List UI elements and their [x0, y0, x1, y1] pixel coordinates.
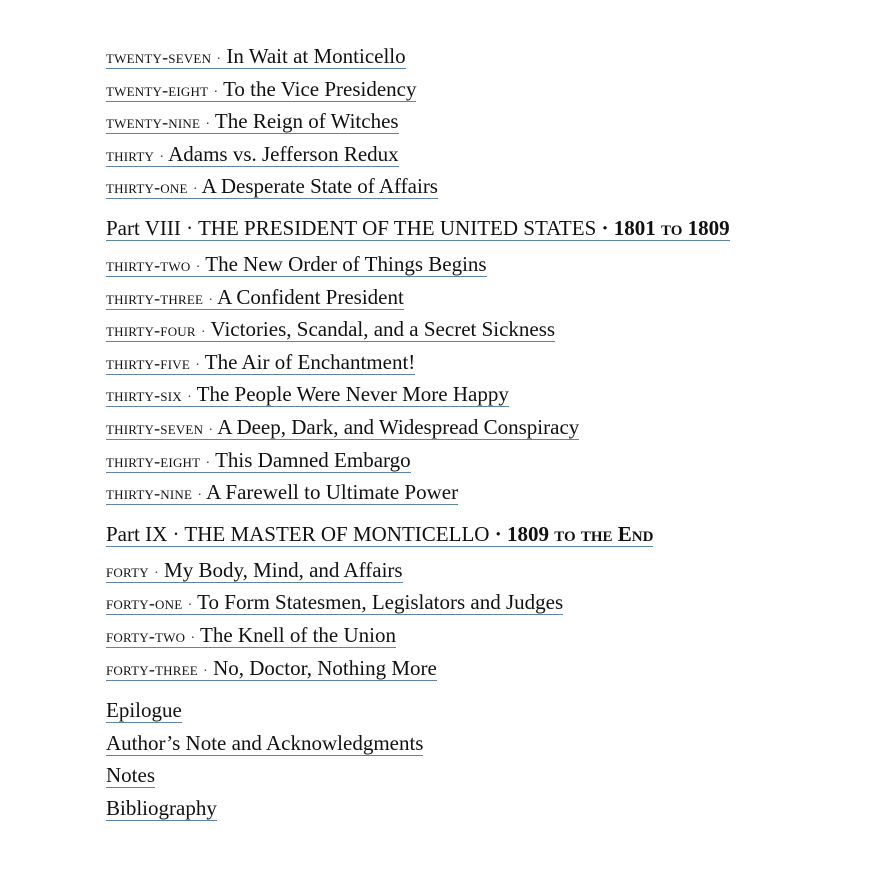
back-matter — [106, 694, 866, 824]
chapter-number: forty-one — [106, 593, 183, 614]
separator-dot: · — [172, 521, 180, 546]
back-matter-entry — [106, 759, 866, 792]
separator-dot: · — [195, 259, 201, 275]
toc-entry — [106, 105, 866, 138]
chapter-title: The Reign of Witches — [214, 109, 399, 134]
chapter-link[interactable] — [106, 174, 438, 199]
chapter-title: No, Doctor, Nothing More — [213, 655, 437, 680]
chapter-link[interactable] — [106, 285, 404, 310]
separator-dot: · — [208, 292, 214, 308]
chapter-title: The People Were Never More Happy — [196, 382, 509, 407]
part-link[interactable] — [106, 522, 653, 547]
chapter-number: twenty-nine — [106, 112, 201, 133]
part-label: Part IX — [106, 521, 168, 546]
chapter-group-c — [106, 554, 866, 684]
chapter-link[interactable] — [106, 656, 437, 681]
epilogue-link[interactable]: Epilogue — [106, 698, 182, 723]
chapter-number: thirty-nine — [106, 483, 193, 504]
notes-link[interactable]: Notes — [106, 763, 155, 788]
toc-entry — [106, 444, 866, 477]
chapter-link[interactable] — [106, 77, 416, 102]
separator-dot: · — [186, 215, 194, 240]
chapter-title: A Deep, Dark, and Widespread Conspiracy — [217, 414, 580, 439]
chapter-title: The Knell of the Union — [200, 622, 396, 647]
toc-entry — [106, 411, 866, 444]
part-dates: 1809 to the End — [506, 521, 654, 546]
part-dates: 1801 to 1809 — [613, 215, 730, 240]
separator-dot: · — [216, 52, 222, 67]
chapter-title: Adams vs. Jefferson Redux — [168, 141, 399, 166]
separator-dot: · — [197, 488, 203, 504]
toc-entry — [106, 554, 866, 587]
chapter-number: thirty-six — [106, 385, 182, 406]
chapter-group-a — [106, 40, 866, 203]
toc-entry — [106, 586, 866, 619]
chapter-link[interactable] — [106, 350, 415, 375]
chapter-number: forty-two — [106, 625, 186, 646]
chapter-number: thirty — [106, 144, 155, 165]
part-heading-ix — [106, 517, 866, 551]
chapter-number: thirty-two — [106, 254, 191, 275]
chapter-number: forty — [106, 560, 149, 581]
bibliography-link[interactable]: Bibliography — [106, 795, 217, 820]
chapter-link[interactable] — [106, 382, 509, 407]
toc-entry — [106, 73, 866, 106]
chapter-link[interactable] — [106, 109, 399, 134]
chapter-title: Victories, Scandal, and a Secret Sickness — [210, 317, 556, 342]
chapter-number: thirty-eight — [106, 450, 201, 471]
chapter-title: This Damned Embargo — [215, 447, 411, 472]
separator-dot: · — [213, 84, 219, 100]
separator-dot: · — [159, 149, 164, 165]
separator-dot: · — [208, 422, 214, 438]
chapter-link[interactable] — [106, 142, 399, 167]
toc-entry — [106, 40, 866, 73]
chapter-number: thirty-five — [106, 352, 190, 373]
chapter-title: A Farewell to Ultimate Power — [206, 480, 459, 505]
part-link[interactable] — [106, 216, 730, 241]
chapter-number: thirty-one — [106, 177, 188, 198]
chapter-link[interactable] — [106, 558, 403, 583]
chapter-title: A Desperate State of Affairs — [201, 174, 438, 199]
part-title: THE MASTER OF MONTICELLO — [184, 521, 490, 546]
toc-entry — [106, 170, 866, 203]
chapter-link[interactable] — [106, 448, 411, 473]
toc-entry — [106, 652, 866, 685]
separator-dot: · — [190, 630, 196, 646]
back-matter-entry — [106, 727, 866, 760]
chapter-title: To Form Statesmen, Legislators and Judges — [197, 590, 564, 615]
separator-dot: · — [187, 390, 192, 406]
separator-dot: · — [205, 117, 211, 133]
separator-dot: · — [205, 455, 211, 471]
chapter-number: twenty-seven — [106, 47, 212, 67]
toc-entry — [106, 476, 866, 509]
chapter-number: twenty-eight — [106, 79, 209, 100]
toc-entry — [106, 346, 866, 379]
chapter-link[interactable] — [106, 415, 579, 440]
part-label: Part VIII — [106, 215, 181, 240]
chapter-link[interactable] — [106, 44, 406, 69]
toc-entry — [106, 313, 866, 346]
chapter-link[interactable] — [106, 623, 396, 648]
table-of-contents — [106, 40, 866, 824]
chapter-title: In Wait at Monticello — [226, 44, 406, 68]
part-heading-viii — [106, 211, 866, 245]
back-matter-entry — [106, 792, 866, 825]
toc-entry — [106, 378, 866, 411]
toc-entry — [106, 248, 866, 281]
separator-dot: · — [494, 521, 502, 546]
chapter-title: To the Vice Presidency — [223, 76, 417, 101]
separator-dot: · — [154, 565, 159, 581]
part-title: THE PRESIDENT OF THE UNITED STATES — [197, 215, 597, 240]
toc-entry — [106, 281, 866, 314]
authors-note-link[interactable]: Author’s Note and Acknowledgments — [106, 730, 424, 755]
separator-dot: · — [187, 598, 193, 614]
chapter-title: The New Order of Things Begins — [205, 251, 487, 276]
toc-entry — [106, 138, 866, 171]
chapter-number: thirty-four — [106, 320, 196, 341]
chapter-link[interactable] — [106, 252, 487, 277]
chapter-title: My Body, Mind, and Affairs — [164, 557, 403, 582]
separator-dot: · — [203, 663, 208, 679]
separator-dot: · — [201, 325, 206, 341]
chapter-title: A Confident President — [217, 284, 404, 309]
chapter-link[interactable] — [106, 590, 563, 615]
toc-entry — [106, 619, 866, 652]
separator-dot: · — [601, 215, 609, 240]
chapter-number: thirty-three — [106, 287, 204, 308]
chapter-number: forty-three — [106, 658, 198, 679]
back-matter-entry — [106, 694, 866, 727]
chapter-group-b — [106, 248, 866, 509]
separator-dot: · — [195, 357, 200, 373]
chapter-link[interactable] — [106, 317, 555, 342]
chapter-link[interactable] — [106, 480, 458, 505]
separator-dot: · — [192, 182, 198, 198]
chapter-number: thirty-seven — [106, 417, 204, 438]
chapter-title: The Air of Enchantment! — [204, 349, 416, 374]
